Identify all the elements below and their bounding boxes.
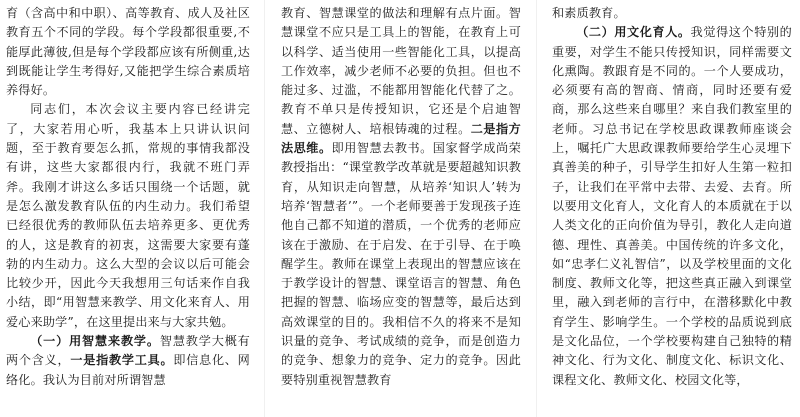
column-divider [264, 0, 265, 417]
paragraph: 同志们，本次会议主要内容已经讲完了，大家若用心听，我基本上只讲认识问题，至于教育要怎么抓，常规的事情我都没有讲，这些大家都很内行，我就不班门弄斧。我刚才讲这么多话只围绕一个话题，就是怎么激发教育队伍的内生动力。我们希望已经很优秀的教师队伍去培养更多、更优秀的人，这是教育的初衷，这需要大家要有蓬勃的内生动力。这么大型的会议以后可能会比较少开，因此今天我想用三句话来作自我小结，即“用智慧来教学、用文化来育人、用爱心来助学”，在这里提出来与大家共勉。 [6, 102, 250, 329]
column-divider [536, 0, 537, 417]
section-heading: （二）用文化育人。 [576, 25, 691, 40]
text-column-right [552, 4, 792, 390]
paragraph-text: 智慧教学大概有两个含义， [6, 334, 250, 368]
paragraph-text: 即用智慧去教书。国家督学成尚荣教授指出：“课堂教学改革就是要超越知识教育，从知识走向智慧，从培养‘知识人’转为培养‘智慧者’”。一个老师要善于发现孩子连他自己都不知道的潜质，一个优秀的老师应该在于激励、在于启发、在于引导、在于唤醒学生。教师在课堂上表现出的智慧应该在于教学设计的智慧、课堂语言的智慧、角色把握的智慧、临场应变的智慧等，最后达到高效课堂的目的。我相信不久的将来不是知识量的竞争、考试成绩的竞争，而是创造力的竞争、想象力的竞争、定力的竞争。因此要特别重视智慧教育 [281, 141, 521, 387]
paragraph: 和素质教育。 [552, 6, 626, 20]
bold-phrase: 二是指方法思维。 [281, 121, 521, 156]
paragraph [6, 332, 250, 390]
paragraph [552, 23, 792, 390]
paragraph: 育（含高中和中职）、高等教育、成人及社区教育五个不同的学段。每个学段都很重要,不能厚此薄彼,但是每个学段都应该有所侧重,达到既能让学生考得好,又能把学生综合素质培养得好。 [6, 6, 250, 98]
paragraph-text: 即信息化、网络化。我认为目前对所谓智慧 [6, 353, 250, 387]
paragraph-text: 我觉得这个特别的重要，对学生不能只传授知识，同样需要文化熏陶。教跟育是不同的。一个人要成功，必须要有高的智商、情商，同时还要有爱商，那么这些来自哪里？来自我们教室里的老师。习总书记在学校思政课教师座谈会上，嘱托广大思政课教师要给学生心灵埋下真善美的种子，引导学生扣好人生第一粒扣子，让我们在平常中去带、去爱、去育。所以要用文化育人，文化育人的本质就在于以人类文化的正向价值为导引，教化人走向道德、理性、真善美。中国传统的许多文化，如“忠孝仁义礼智信”，以及学校里面的文化制度、教师文化等，把这些真正融入到课堂里，融入到老师的言行中，在潜移默化中教育学生、影响学生。一个学校的品质说到底是文化品位，一个学校要构建自己独特的精神文化、行为文化、制度文化、标识文化、课程文化、教师文化、校园文化等， [552, 25, 792, 387]
paragraph [281, 4, 521, 390]
section-heading: （一）用智慧来教学。 [30, 334, 160, 349]
paragraph-text: 教育、智慧课堂的做法和理解有点片面。智慧课堂不应只是工具上的智能，在教育上可以科学、适当使用一些智能化工具，以提高工作效率，减少老师不必要的负担。但也不能过多、过滥，不能都用智能化代替了之。教育不单只是传授知识，它还是个启迪智慧、立德树人、培根铸魂的过程。 [281, 6, 521, 136]
text-column-middle [281, 4, 521, 390]
text-column-left [6, 4, 250, 390]
bold-phrase: 一是指教学工具。 [70, 353, 174, 368]
